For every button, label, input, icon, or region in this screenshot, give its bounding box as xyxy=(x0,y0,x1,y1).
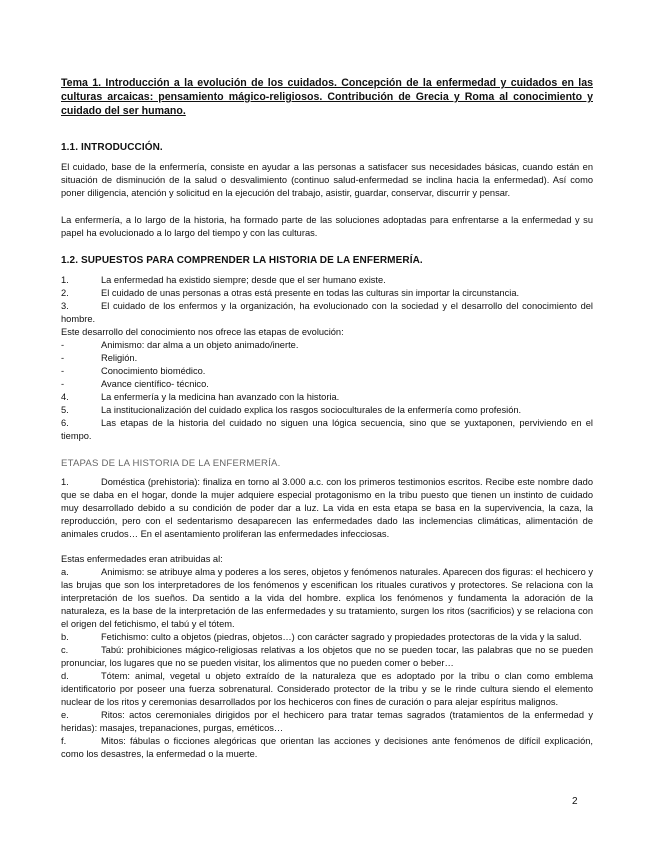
list-item: 2. El cuidado de unas personas a otras está presente en todas las culturas sin importar la circunstancia. xyxy=(61,288,520,298)
list-item: 1. Doméstica (prehistoria): finaliza en torno al 3.000 a.c. con los primeros testimonios escritos. Recibe este nombre dado que se daba en el hogar, donde la mujer adquiere especial protagonismo en la tribu puesto que tienen un instinto de cuidado muy desarrollado debido a su condición de poder dar a luz. La vida en esta etapa se basa en la supervivencia, la caza, la reproducción, pero con el sedentarismo desaparecen las enfermedades dado las inclemencias climáticas, alimentación de animales crudos… En el asentamiento proliferan las enfermedades infecciosas. xyxy=(61,477,593,539)
list-item: a. Animismo: se atribuye alma y poderes a los seres, objetos y fenómenos naturales. Aparecen dos figuras: el hechicero y las brujas que son los interpretadores de los fenómenos y escenifican los rituales curativos y protectores. Se relaciona con la interpretación de los sueños. Da sentido a la vida del hombre. explica los fenómenos y fundamenta la adoración de la naturaleza, es la base de la interpretación de las enfermedades y su tratamiento, surgen los ritos (sacrificios) y se relaciona con el origen del fetichismo, el tabú y el tótem. xyxy=(61,567,593,629)
list-item: 6. Las etapas de la historia del cuidado no siguen una lógica secuencia, sino que se yuxtaponen, perviviendo en el tiempo. xyxy=(61,418,593,441)
list-item: 3. El cuidado de los enfermos y la organización, ha evolucionado con la sociedad y el desarrollo del conocimiento del hombre. xyxy=(61,301,593,324)
list-item: - Avance científico- técnico. xyxy=(61,379,209,389)
list-item: e. Ritos: actos ceremoniales dirigidos por el hechicero para tratar temas sagrados (tratamientos de la enfermedad y heridas): masajes, trepanaciones, purgas, eméticos… xyxy=(61,710,593,733)
document-title: Tema 1. Introducción a la evolución de los cuidados. Concepción de la enfermedad y cuidados en las culturas arcaicas: pensamiento mágico-religiosos. Contribución de Grecia y Roma al conocimiento y cuidado del ser humano. xyxy=(61,77,593,117)
list-item: 4. La enfermería y la medicina han avanzado con la historia. xyxy=(61,392,340,402)
paragraph: Este desarrollo del conocimiento nos ofrece las etapas de evolución: xyxy=(61,327,344,337)
list-item: b. Fetichismo: culto a objetos (piedras, objetos…) con carácter sagrado y propiedades protectoras de la vida y la salud. xyxy=(61,632,582,642)
page-content xyxy=(61,76,593,761)
section-heading-etapas: ETAPAS DE LA HISTORIA DE LA ENFERMERÍA. xyxy=(61,458,281,469)
list-item: - Animismo: dar alma a un objeto animado/inerte. xyxy=(61,340,299,350)
paragraph: Estas enfermedades eran atribuidas al: xyxy=(61,554,223,564)
list-item: 1. La enfermedad ha existido siempre; desde que el ser humano existe. xyxy=(61,275,386,285)
section-heading-introduccion: 1.1. INTRODUCCIÓN. xyxy=(61,142,163,153)
list-item: - Conocimiento biomédico. xyxy=(61,366,206,376)
list-item: d. Tótem: animal, vegetal u objeto extraído de la naturaleza que es adoptado por la tribu o clan como emblema identificatorio por poseer una fuerza sobrenatural. Considerado protector de la tribu y se le rinde cultura siendo el elemento nuclear de los ritos y ceremonias desarrollados por los hechiceros con fines de curación o para alejar espíritus malignos. xyxy=(61,671,593,707)
section-heading-supuestos: 1.2. SUPUESTOS PARA COMPRENDER LA HISTORIA DE LA ENFERMERÍA. xyxy=(61,255,423,266)
page-number: 2 xyxy=(572,796,578,807)
list-item: f. Mitos: fábulas o ficciones alegóricas que orientan las acciones y decisiones ante fenómenos de difícil explicación, como los desastres, la enfermedad o la muerte. xyxy=(61,736,593,759)
list-item: 5. La institucionalización del cuidado explica los rasgos socioculturales de la enfermería como profesión. xyxy=(61,405,522,415)
paragraph: La enfermería, a lo largo de la historia, ha formado parte de las soluciones adoptadas para enfrentarse a la enfermedad y su papel ha evolucionado a lo largo del tiempo y con las culturas. xyxy=(61,215,593,238)
list-item: c. Tabú: prohibiciones mágico-religiosas relativas a los objetos que no se pueden tocar, las palabras que no se pueden pronunciar, los lugares que no se pueden visitar, los alimentos que no pueden comer o beber… xyxy=(61,645,593,668)
list-item: - Religión. xyxy=(61,353,138,363)
paragraph: El cuidado, base de la enfermería, consiste en ayudar a las personas a satisfacer sus necesidades básicas, cuando están en situación de disminución de la salud o desvalimiento (continuo salud-enfermedad se inclina hacia la enfermedad). Así como poner diligencia, atención y solicitud en la ejecución del trabajo, asistir, guardar, conservar, discurrir y pensar. xyxy=(61,162,593,198)
